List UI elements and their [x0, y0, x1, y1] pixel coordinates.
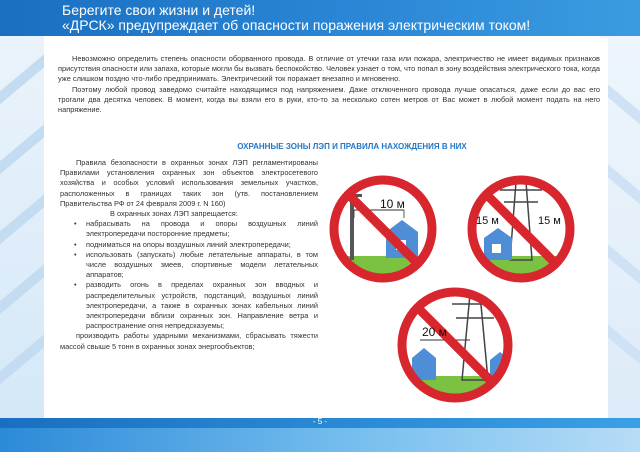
rules-subheading: В охранных зонах ЛЭП запрещается:	[110, 209, 238, 219]
prohibition-sign-20m	[390, 280, 520, 410]
prohibition-sign-10m	[322, 168, 444, 290]
rules-tail: производить работы ударными механизмами, сбрасывать тяжести массой свыше 5 тонн в охранных зонах энергообъектов;	[60, 331, 318, 351]
list-item-text: подниматься на опоры воздушных линий электропередачи;	[86, 239, 291, 249]
footer-gradient	[0, 428, 640, 452]
header-subtitle: «ДРСК» предупреждает об опасности поражения электрическим током!	[62, 17, 531, 33]
list-item-text: использовать (запускать) любые летательные аппараты, в том числе воздушных змеев, спортивные модели летательных аппаратов;	[86, 249, 318, 280]
list-item-text: набрасывать на провода и опоры воздушных линий электропередачи посторонние предметы;	[86, 219, 318, 239]
list-item	[60, 250, 318, 281]
rules-intro: Правила безопасности в охранных зонах ЛЭП регламентированы Правилами установления охранных зон объектов электросетевого хозяйства и особых условий использования земельных участков, расположенных в границах таких зон (утв. постановлением Правительства РФ от 24 февраля 2009 г. N 160)	[60, 158, 318, 208]
page-number: - 5 -	[312, 417, 328, 426]
list-item	[60, 240, 318, 250]
list-item	[60, 219, 318, 239]
distance-label-left: 15 м	[476, 215, 499, 227]
bullet: •	[74, 219, 77, 229]
list-item	[60, 280, 318, 331]
list-item-text: разводить огонь в пределах охранных зон вводных и распределительных устройств, подстанций, воздушных линий электропередачи, а также в охранных зонах кабельных линий электропередачи вблизи охранных зон. Направление ветра и распространение огня непредсказуемы;	[86, 280, 318, 331]
distance-label-right: 15 м	[538, 215, 561, 227]
rules-list	[60, 219, 318, 331]
section-title: ОХРАННЫЕ ЗОНЫ ЛЭП И ПРАВИЛА НАХОЖДЕНИЯ В НИХ	[237, 142, 467, 151]
rules-text	[60, 158, 318, 352]
distance-label: 20 м	[422, 325, 447, 339]
bullet: •	[74, 280, 77, 290]
prohibition-sign-15m	[460, 168, 582, 290]
bullet: •	[74, 249, 77, 259]
footer-band	[0, 418, 640, 452]
intro-text	[58, 54, 600, 115]
intro-paragraph-1: Невозможно определить степень опасности оборванного провода. В отличие от утечки газа или пожара, электричество не имеет видимых признаков присутствия опасности или запаха, которые могли бы вызвать беспокойство. Человек узнает о том, что попал в зону воздействия электрического тока, когда уже слишком поздно что-либо предпринимать. Электрический ток поражает внезапно и мгновенно.	[58, 54, 600, 84]
intro-paragraph-2: Поэтому любой провод заведомо считайте находящимся под напряжением. Даже отключенного провода лучше опасаться, даже если до вас его трогали два десятка человек. В момент, когда вы взяли его в руки, кто-то за несколько сотен метров от Вас может в любой момент подать на него напряжение.	[58, 84, 600, 115]
bullet: •	[74, 239, 77, 249]
left-decoration	[0, 36, 44, 426]
header-banner	[0, 0, 640, 36]
header-title: Берегите свои жизни и детей!	[62, 2, 256, 18]
distance-label: 10 м	[380, 197, 405, 211]
